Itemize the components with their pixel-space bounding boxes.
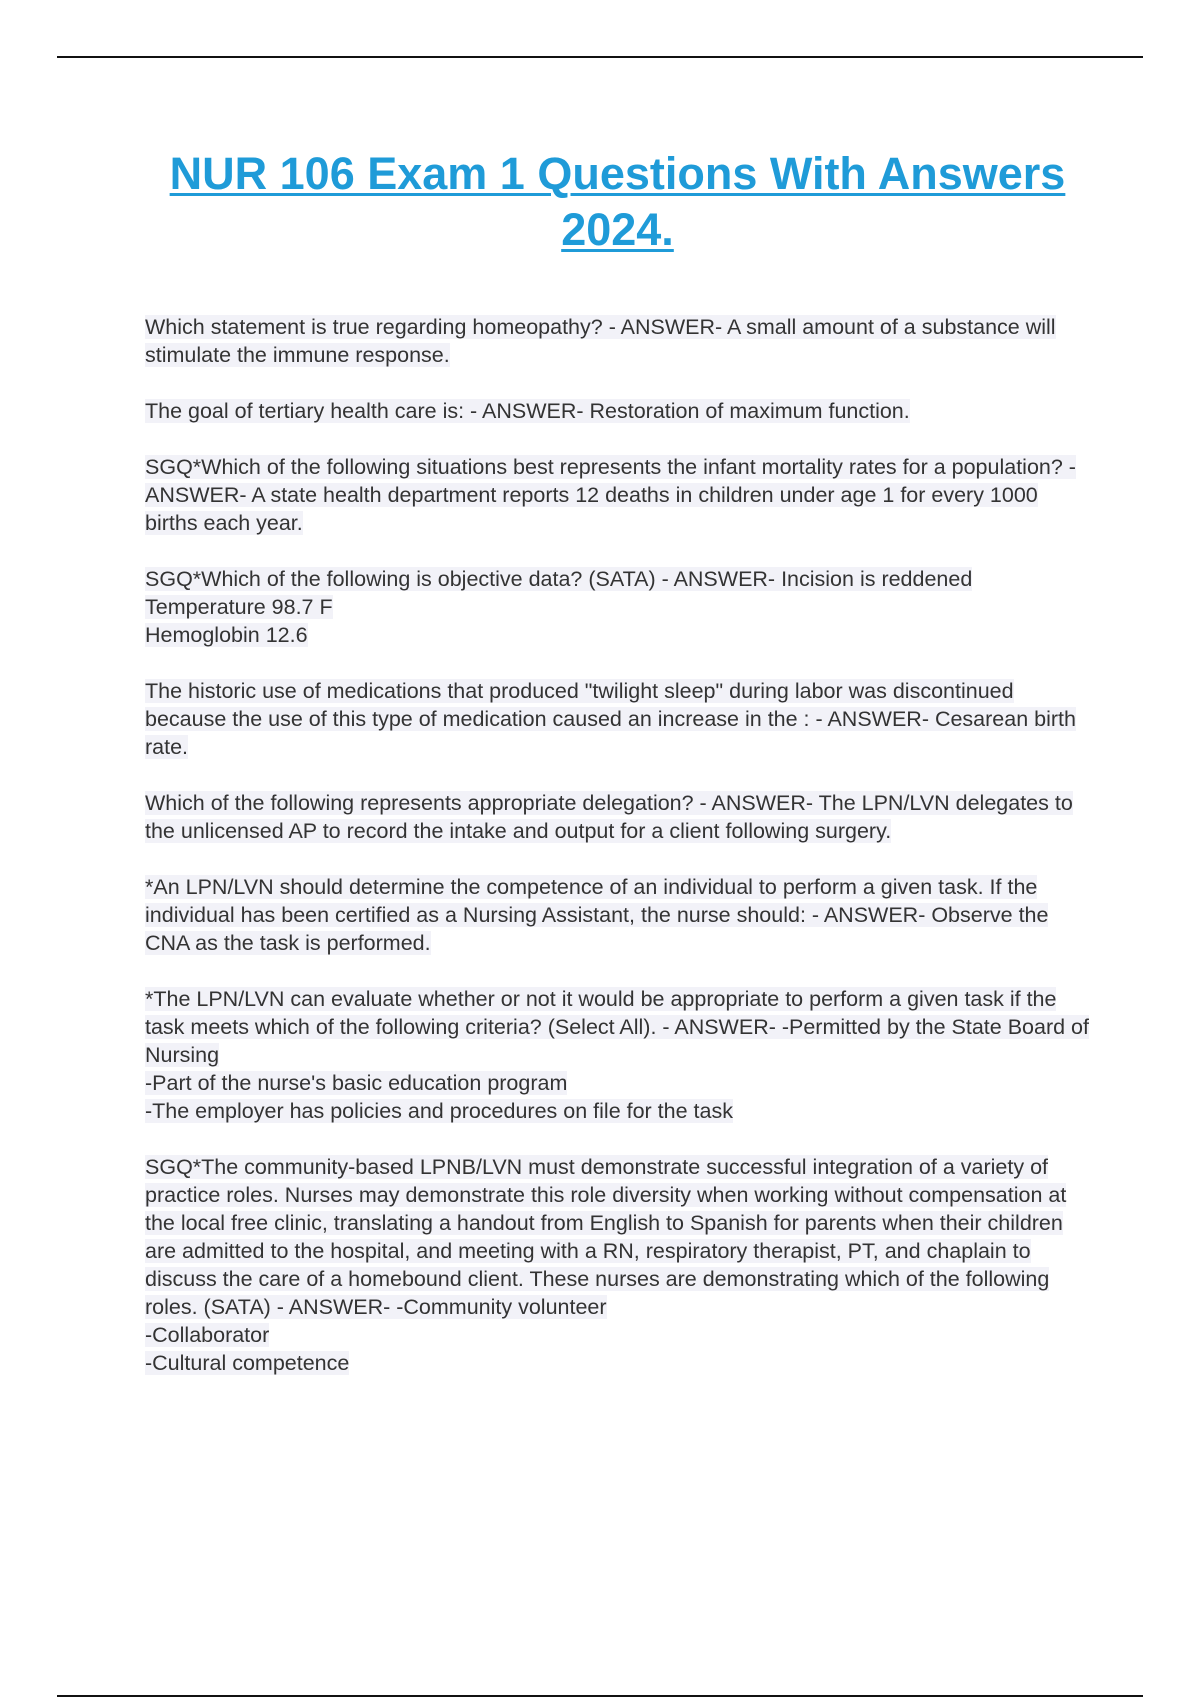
qa-text: The historic use of medications that produced "twilight sleep" during labor was discontinued because the use of this type of medication caused an increase in the : - ANSWER- Cesarean birth rate. [145,679,1076,759]
qa-text: *An LPN/LVN should determine the competence of an individual to perform a given task. If the individual has been certified as a Nursing Assistant, the nurse should: - ANSWER- Observe the CNA as the task is performed. [145,875,1049,955]
qa-item [145,677,1090,761]
top-rule [57,56,1143,58]
qa-text: *The LPN/LVN can evaluate whether or not it would be appropriate to perform a given task if the task meets which of the following criteria? (Select All). - ANSWER- -Permitted by the State Board of Nursing [145,987,1089,1067]
qa-text: SGQ*Which of the following is objective data? (SATA) - ANSWER- Incision is reddened [145,567,973,591]
title-link[interactable]: NUR 106 Exam 1 Questions With Answers 2024. [169,148,1066,255]
qa-list [145,313,1090,1405]
qa-item [145,873,1090,957]
answer-line: -Collaborator [145,1323,270,1347]
qa-text: SGQ*Which of the following situations best represents the infant mortality rates for a population? - ANSWER- A state health department reports 12 deaths in children under age 1 for every 1000 births each year. [145,455,1076,535]
answer-line: -The employer has policies and procedures on file for the task [145,1099,733,1123]
qa-text: SGQ*The community-based LPNB/LVN must demonstrate successful integration of a variety of practice roles. Nurses may demonstrate this role diversity when working without compensation at the local free clinic, translating a handout from English to Spanish for parents when their children are admitted to the hospital, and meeting with a RN, respiratory therapist, PT, and chaplain to discuss the care of a homebound client. These nurses are demonstrating which of the following roles. (SATA) - ANSWER- -Community volunteer [145,1155,1067,1319]
answer-line: -Part of the nurse's basic education program [145,1071,568,1095]
bottom-rule [57,1695,1143,1697]
qa-item [145,565,1090,649]
qa-item [145,985,1090,1125]
qa-item [145,313,1090,369]
qa-text: The goal of tertiary health care is: - ANSWER- Restoration of maximum function. [145,399,910,423]
answer-line: -Cultural competence [145,1351,350,1375]
qa-item [145,397,1090,425]
qa-item [145,1153,1090,1377]
qa-text: Which statement is true regarding homeopathy? - ANSWER- A small amount of a substance will stimulate the immune response. [145,315,1056,367]
page-title [130,146,1105,258]
answer-line: Hemoglobin 12.6 [145,623,308,647]
qa-text: Which of the following represents appropriate delegation? - ANSWER- The LPN/LVN delegates to the unlicensed AP to record the intake and output for a client following surgery. [145,791,1073,843]
qa-item [145,453,1090,537]
answer-line: Temperature 98.7 F [145,595,333,619]
qa-item [145,789,1090,845]
